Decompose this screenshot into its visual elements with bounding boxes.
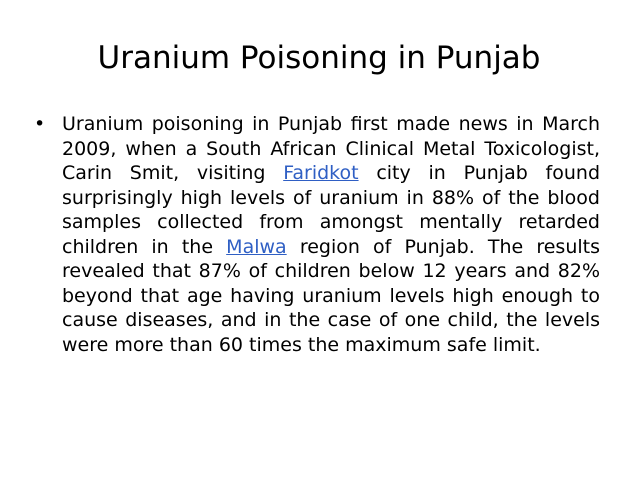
bullet-icon: • (34, 113, 46, 135)
bullet-item (34, 112, 600, 357)
paragraph-text-2: city in Punjab found surprisingly high levels of uranium in 88% of the blood samples collected from amongst mentally retarded children in the (62, 162, 600, 258)
paragraph-text-1: Uranium poisoning in Punjab first made news in March 2009, when a South African Clinical Metal Toxicologist, Carin Smit, visiting (62, 113, 600, 184)
slide-title: Uranium Poisoning in Punjab (97, 40, 541, 76)
bullet-list (34, 112, 600, 357)
paragraph-text-3: region of Punjab. The results revealed that 87% of children below 12 years and 82% beyond that age having uranium levels high enough to cause diseases, and in the case of one child, the levels were more than 60 times the maximum safe limit. (62, 235, 600, 356)
faridkot-link[interactable]: Faridkot (283, 162, 359, 184)
malwa-link[interactable]: Malwa (226, 235, 287, 258)
